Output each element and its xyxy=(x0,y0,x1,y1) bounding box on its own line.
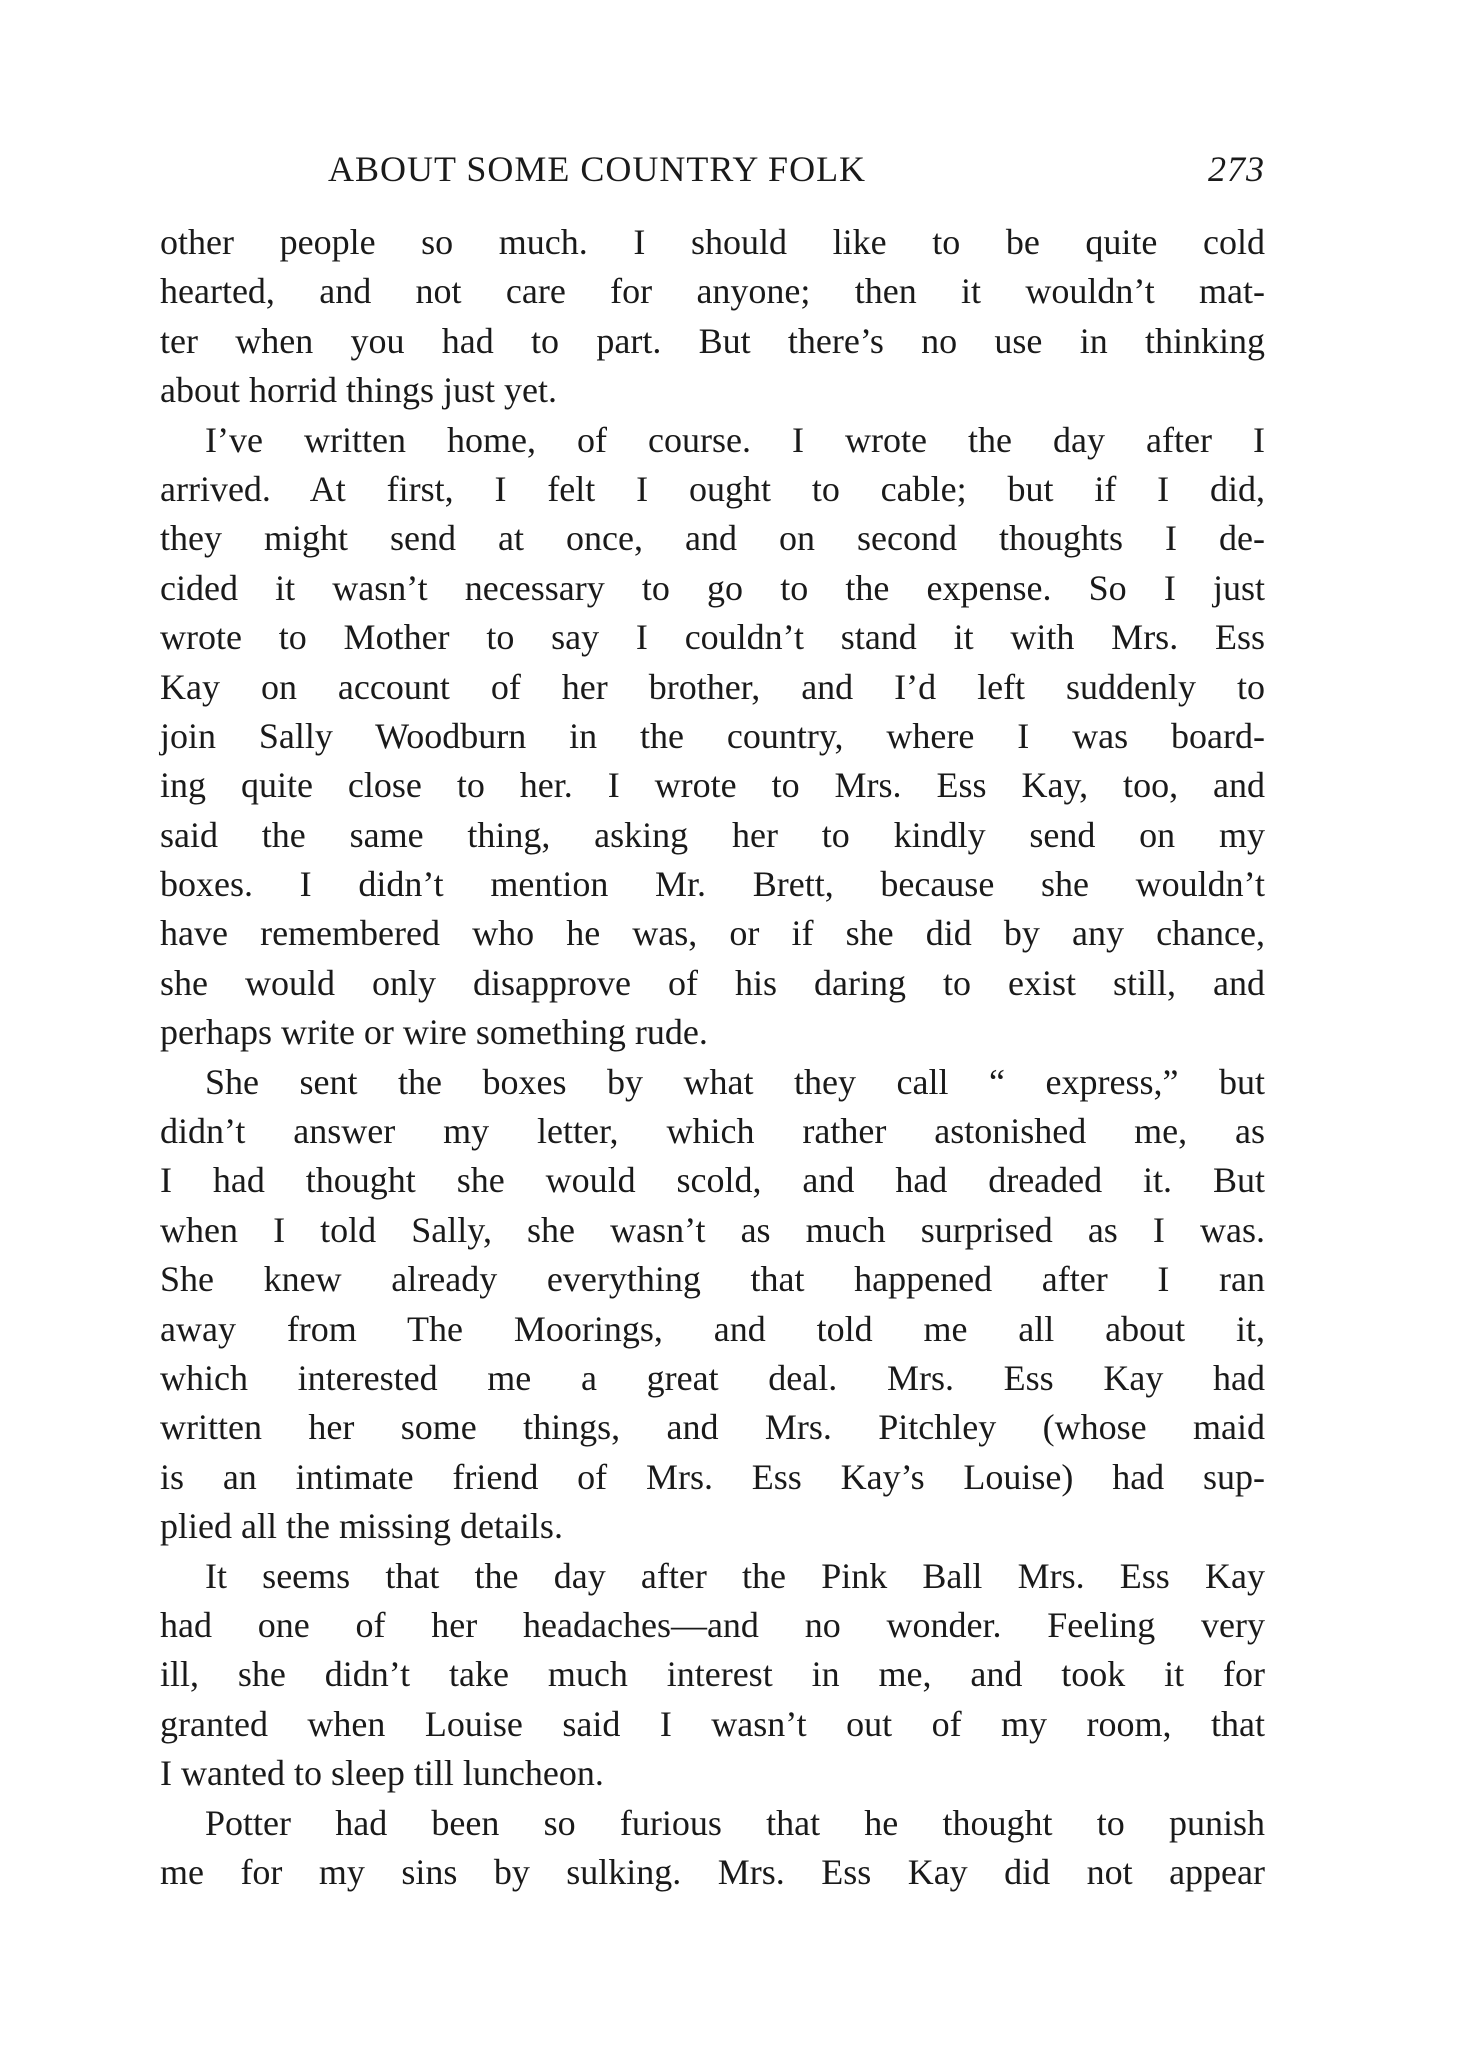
text-line: me for my sins by sulking. Mrs. Ess Kay did not appear xyxy=(160,1851,1265,1892)
text-line: plied all the missing details. xyxy=(160,1506,563,1547)
body-text xyxy=(160,218,1265,1897)
text-line: ing quite close to her. I wrote to Mrs. Ess Kay, too, and xyxy=(160,765,1265,806)
text-line: said the same thing, asking her to kindly send on my xyxy=(160,814,1265,855)
text-line: when I told Sally, she wasn’t as much surprised as I was. xyxy=(160,1209,1265,1250)
running-title: ABOUT SOME COUNTRY FOLK xyxy=(328,149,867,189)
text-line: granted when Louise said I wasn’t out of my room, that xyxy=(160,1703,1265,1744)
running-head xyxy=(160,148,1265,196)
text-line: they might send at once, and on second thoughts I de- xyxy=(160,518,1265,559)
text-line: hearted, and not care for anyone; then it wouldn’t mat- xyxy=(160,271,1265,312)
text-line: about horrid things just yet. xyxy=(160,370,557,411)
text-line: It seems that the day after the Pink Ball Mrs. Ess Kay xyxy=(205,1555,1265,1596)
text-line: which interested me a great deal. Mrs. Ess Kay had xyxy=(160,1357,1265,1398)
text-line: had one of her headaches—and no wonder. Feeling very xyxy=(160,1604,1265,1645)
text-line: join Sally Woodburn in the country, where I was board- xyxy=(160,715,1265,756)
text-line: I wanted to sleep till luncheon. xyxy=(160,1753,604,1794)
text-line: have remembered who he was, or if she did by any chance, xyxy=(160,913,1265,954)
page-number: 273 xyxy=(1208,149,1265,189)
text-line: boxes. I didn’t mention Mr. Brett, because she wouldn’t xyxy=(160,864,1265,905)
text-line: other people so much. I should like to be quite cold xyxy=(160,222,1265,262)
text-line: cided it wasn’t necessary to go to the expense. So I just xyxy=(160,567,1265,608)
text-line: she would only disapprove of his daring to exist still, and xyxy=(160,962,1265,1003)
text-line: I’ve written home, of course. I wrote the day after I xyxy=(205,419,1265,460)
text-line: ter when you had to part. But there’s no use in thinking xyxy=(160,320,1265,361)
text-line: didn’t answer my letter, which rather astonished me, as xyxy=(160,1111,1265,1152)
text-line: She knew already everything that happened after I ran xyxy=(160,1259,1265,1300)
text-line: written her some things, and Mrs. Pitchley (whose maid xyxy=(160,1407,1265,1448)
text-line: ill, she didn’t take much interest in me, and took it for xyxy=(160,1654,1265,1695)
text-line: Potter had been so furious that he thought to punish xyxy=(205,1802,1265,1843)
text-line: away from The Moorings, and told me all about it, xyxy=(160,1308,1265,1349)
text-line: is an intimate friend of Mrs. Ess Kay’s Louise) had sup- xyxy=(160,1456,1265,1497)
text-line: wrote to Mother to say I couldn’t stand it with Mrs. Ess xyxy=(160,617,1265,658)
text-line: She sent the boxes by what they call “ express,” but xyxy=(205,1061,1265,1102)
text-line: Kay on account of her brother, and I’d left suddenly to xyxy=(160,666,1265,707)
text-line: perhaps write or wire something rude. xyxy=(160,1012,708,1053)
text-line: arrived. At first, I felt I ought to cable; but if I did, xyxy=(160,468,1265,509)
text-line: I had thought she would scold, and had dreaded it. But xyxy=(160,1160,1265,1201)
